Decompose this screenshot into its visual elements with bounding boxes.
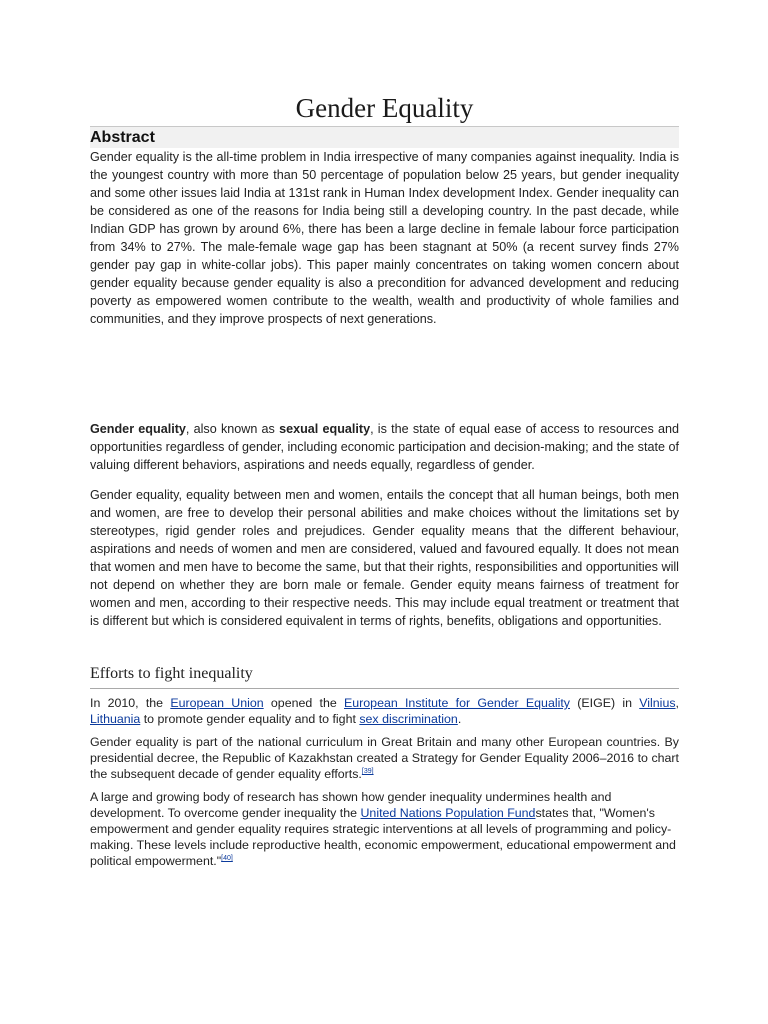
- eige-text-2: opened the: [263, 696, 344, 710]
- research-text-2: states that, "Women's empowerment and gender equality requires strategic interventions at all levels of programming and policy-making. These levels include reproductive health, economic empowerment, educational empowerment and political empowerment.": [90, 806, 676, 868]
- reference-39: [362, 768, 374, 775]
- reference-40-link[interactable]: [40]: [221, 854, 233, 862]
- eige-text-6: .: [457, 712, 462, 726]
- intro-paragraph: [90, 420, 679, 474]
- lithuania-link[interactable]: Lithuania: [90, 712, 141, 726]
- sex-discrimination-link[interactable]: sex discrimination: [359, 712, 458, 726]
- research-paragraph: [90, 789, 679, 869]
- eige-paragraph: [90, 695, 679, 727]
- intro-alt-term: sexual equality: [279, 422, 371, 436]
- intro-term: Gender equality: [90, 422, 186, 436]
- eige-text-4: ,: [675, 696, 679, 710]
- research-text-1: A large and growing body of research has shown how gender inequality undermines health and development. To overcome gender inequality the: [90, 790, 612, 820]
- eige-text-3: (EIGE) in: [570, 696, 640, 710]
- abstract-text: Gender equality is the all-time problem in India irrespective of many companies against inequality. India is the youngest country with more than 50 percentage of population below 25 years, but gender inequality and some other issues laid India at 131st rank in Human Index development Index. Gender inequality can be considered as one of the reasons for India being still a developing country. In the past decade, while Indian GDP has grown by around 6%, there has been a large decline in female labour force participation from 34% to 27%. The male-female wage gap has been stagnant at 50% (a recent survey finds 27% gender pay gap in white-collar jobs). This paper mainly concentrates on taking women concern about gender equality because gender equality is also a precondition for advanced development and reducing poverty as empowered women contribute to the wealth, wealth and productivity of whole families and communities, and they improve prospects of next generations.: [90, 150, 679, 326]
- intro-rest: , is the state of equal ease of access to resources and opportunities regardless of gender, including economic participation and decision-making; and the state of valuing different behaviors, aspirations and needs equally, regardless of gender.: [90, 422, 679, 472]
- eige-link[interactable]: European Institute for Gender Equality: [344, 696, 570, 710]
- definition-paragraph: Gender equality, equality between men and women, entails the concept that all human beings, both men and women, are free to develop their personal abilities and make choices without the limitations set by stereotypes, rigid gender roles and prejudices. Gender equality means that the different behaviour, aspirations and needs of women and men are considered, valued and favoured equally. It does not mean that women and men have to become the same, but that their rights, responsibilities and opportunities will not depend on whether they are born male or female. Gender equity means fairness of treatment for women and men, according to their respective needs. This may include equal treatment or treatment that is different but which is considered equivalent in terms of rights, benefits, obligations and opportunities.: [90, 488, 679, 628]
- intro-connector: , also known as: [185, 422, 280, 436]
- curriculum-paragraph: [90, 734, 679, 782]
- vilnius-link[interactable]: Vilnius: [639, 696, 676, 710]
- eige-text-1: In 2010, the: [90, 696, 171, 710]
- unfpa-link[interactable]: United Nations Population Fund: [360, 806, 536, 820]
- abstract-heading-bar: [90, 126, 679, 148]
- page-title: Gender Equality: [295, 93, 474, 123]
- section-heading: Efforts to fight inequality: [90, 664, 679, 689]
- reference-39-link[interactable]: [39]: [361, 767, 374, 775]
- abstract-heading: Abstract: [90, 129, 155, 146]
- reference-40: [221, 855, 233, 862]
- european-union-link[interactable]: European Union: [170, 696, 264, 710]
- eige-text-5: to promote gender equality and to fight: [140, 712, 360, 726]
- curriculum-text: Gender equality is part of the national curriculum in Great Britain and many other European countries. By presidential decree, the Republic of Kazakhstan created a Strategy for Gender Equality 2006–2016 to chart the subsequent decade of gender equality efforts.: [90, 735, 679, 781]
